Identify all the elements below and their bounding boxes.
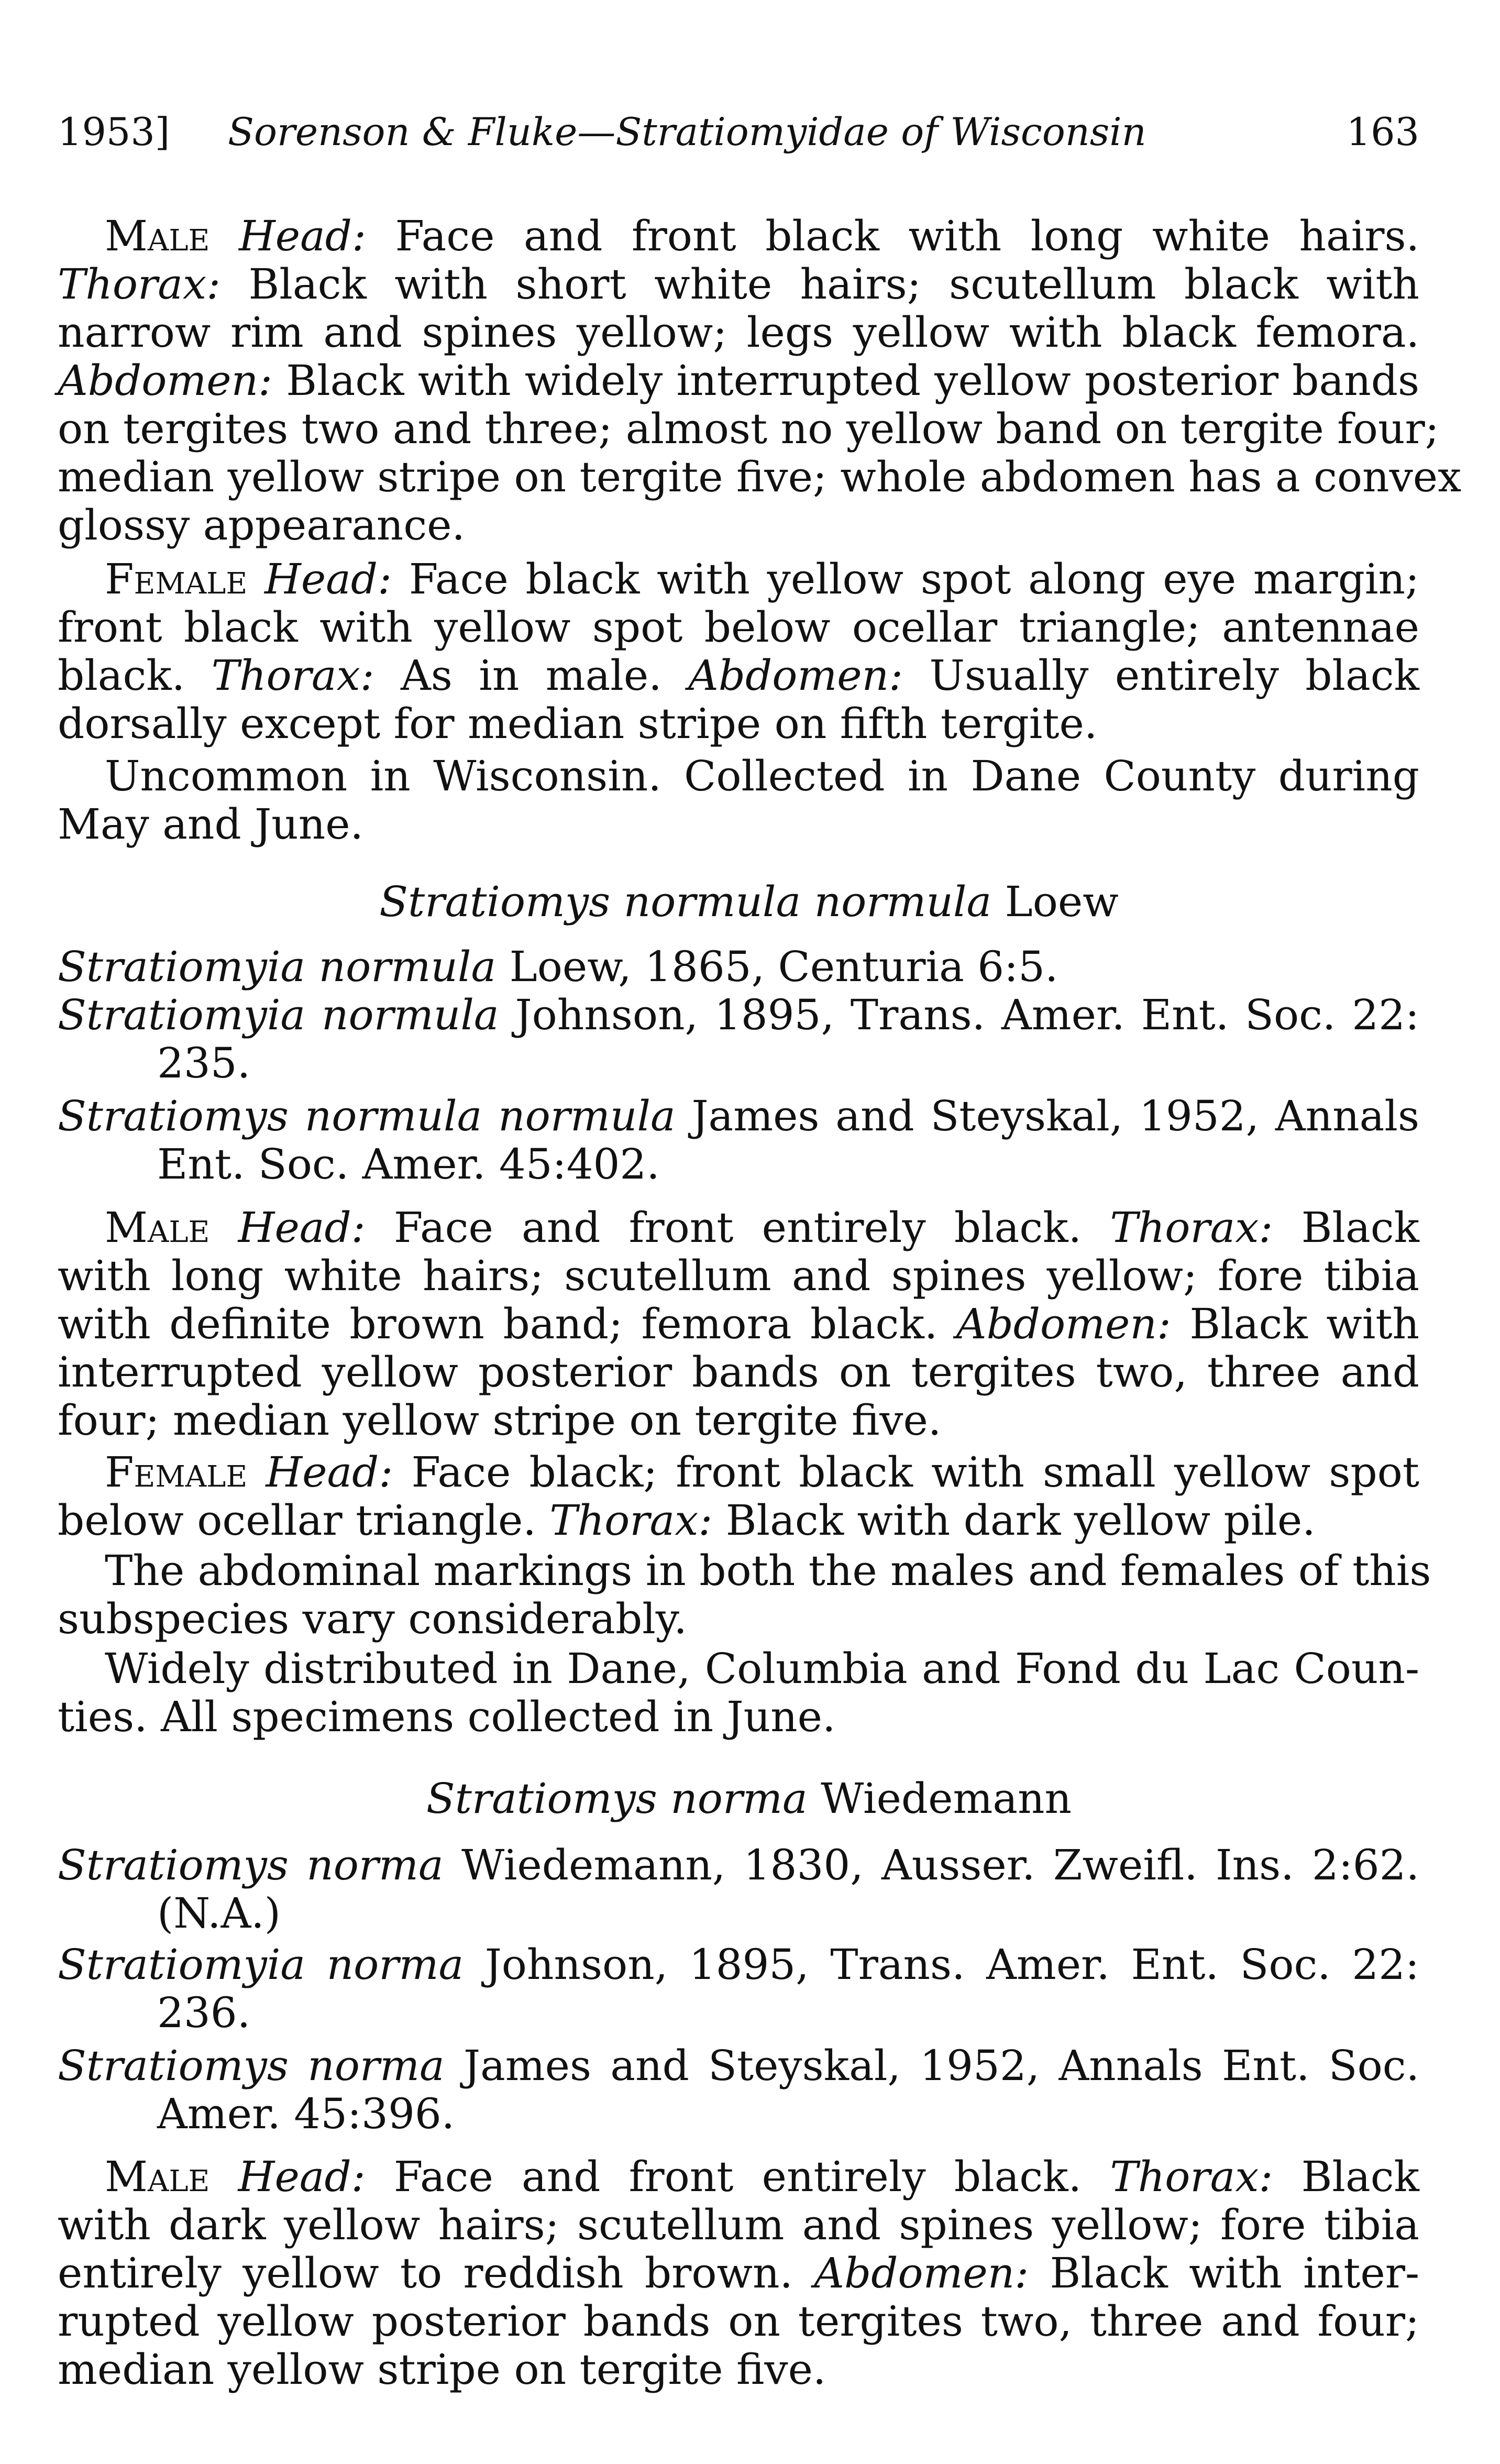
s3-synonym-3 [58, 2042, 1419, 2092]
s3-male-line-3 [58, 2249, 1419, 2300]
s3-synonym-2 [58, 1941, 1419, 1991]
term: Head: [238, 2152, 366, 2201]
citation: Wiedemann, 1830, Ausser. Zweifl. Ins. 2:62. [443, 1841, 1420, 1889]
sex-label-male: Male [105, 212, 210, 260]
citation: Amer. 45:396. [157, 2089, 455, 2138]
s2-synonym-3-cont [157, 1140, 1419, 1191]
text: Face black; front black with small yellow spot [393, 1448, 1419, 1497]
citation: Johnson, 1895, Trans. Amer. Ent. Soc. 22: [464, 1940, 1419, 1989]
species-name: Stratiomys normula normula [379, 877, 992, 926]
s3-male-line-1 [105, 2153, 1419, 2203]
text: The abdominal markings in both the males and females of this [105, 1546, 1431, 1595]
term: Abdomen: [58, 356, 273, 405]
running-header [58, 110, 1419, 162]
term: Thorax: [211, 651, 374, 700]
text: subspecies vary considerably. [58, 1594, 687, 1643]
s1-female-line-4 [58, 700, 1419, 750]
s1-female-line-3 [58, 652, 1419, 702]
text: four; median yellow stripe on tergite five. [58, 1396, 942, 1445]
term: Head: [266, 1448, 393, 1497]
term: Head: [238, 1203, 366, 1252]
citation: 235. [157, 1039, 251, 1087]
text: Black with widely interrupted yellow posterior bands [272, 356, 1419, 405]
citation: (N.A.) [157, 1889, 281, 1938]
s1-male-line-6 [58, 453, 1462, 503]
synonym-name: Stratiomyia normula [58, 942, 497, 991]
page-number: 163 [1346, 110, 1419, 155]
text: with definite brown band; femora black. [58, 1300, 956, 1348]
running-title: Sorenson & Fluke—Stratiomyidae of Wisconsin [228, 110, 1146, 155]
synonym-name: Stratiomys normula normula [58, 1092, 676, 1140]
text: Usually entirely black [903, 651, 1419, 700]
text: As in male. [374, 651, 689, 700]
text: Uncommon in Wisconsin. Collected in Dane County during [105, 752, 1419, 800]
s1-male-line-3 [58, 309, 1419, 359]
term: Abdomen: [814, 2249, 1029, 2297]
sex-label-male: Male [105, 2152, 210, 2201]
synonym-name: Stratiomys norma [58, 1841, 444, 1889]
text: rupted yellow posterior bands on tergites two, three and four; [58, 2297, 1419, 2346]
text: interrupted yellow posterior bands on tergites two, three and [58, 1348, 1419, 1396]
text: Black [1273, 2152, 1419, 2201]
text: Face and front black with long white hairs. [366, 212, 1420, 260]
s2-male-line-2 [58, 1252, 1419, 1302]
term: Thorax: [1110, 2152, 1273, 2201]
text: Widely distributed in Dane, Columbia and Fond du Lac Coun- [105, 1644, 1419, 1693]
term: Head: [238, 212, 366, 260]
text: Face and front entirely black. [365, 2152, 1110, 2201]
term: Thorax: [549, 1496, 713, 1545]
s2-female-line-1 [105, 1448, 1419, 1499]
text: Black with short white hairs; scutellum black with [220, 260, 1419, 309]
s3-synonym-1 [58, 1841, 1419, 1891]
s2-male-line-1 [105, 1204, 1419, 1254]
s2-species-title [314, 878, 1184, 928]
species-name: Stratiomys norma [426, 1774, 808, 1823]
s2-synonym-2 [58, 991, 1419, 1041]
s2-male-line-3 [58, 1300, 1419, 1350]
text: Face and front entirely black. [365, 1203, 1110, 1252]
text: with dark yellow hairs; scutellum and spines yellow; fore tibia [58, 2201, 1419, 2249]
text: Black with [1171, 1300, 1419, 1348]
citation: James and Steyskal, 1952, Annals Ent. Soc. [444, 2041, 1420, 2090]
text: ties. All specimens collected in June. [58, 1692, 836, 1741]
s1-female-line-1 [105, 555, 1419, 606]
s1-male-line-2 [58, 260, 1419, 311]
text: front black with yellow spot below ocellar triangle; antennae [58, 603, 1419, 652]
citation: Loew, 1865, Centuria 6:5. [496, 942, 1058, 991]
text: black. [58, 651, 212, 700]
s2-female-line-2 [58, 1497, 1419, 1547]
s1-male-line-4 [58, 357, 1419, 407]
sex-label-female: Female [105, 1448, 248, 1497]
s2-range-line-2 [58, 1693, 1419, 1743]
term: Abdomen: [956, 1300, 1171, 1348]
text: Black with inter- [1029, 2249, 1420, 2297]
citation: 236. [157, 1988, 251, 2037]
text: Black with dark yellow pile. [712, 1496, 1316, 1545]
text: median yellow stripe on tergite five. [58, 2345, 826, 2394]
sex-label-male: Male [105, 1203, 210, 1252]
s2-note-line-2 [58, 1595, 1419, 1645]
term: Abdomen: [688, 651, 903, 700]
text: narrow rim and spines yellow; legs yellow with black femora. [58, 308, 1419, 357]
text: with long white hairs; scutellum and spines yellow; fore tibia [58, 1251, 1419, 1300]
s2-note-line-1 [105, 1546, 1431, 1597]
s2-range-line-1 [105, 1645, 1419, 1695]
s3-male-line-5 [58, 2346, 1419, 2396]
s3-synonym-3-cont [157, 2090, 1419, 2140]
text: Black [1273, 1203, 1419, 1252]
synonym-name: Stratiomys norma [58, 2041, 445, 2090]
text: glossy appearance. [58, 501, 465, 549]
s2-synonym-1 [58, 943, 1419, 993]
author: Wiedemann [807, 1774, 1072, 1823]
term: Thorax: [58, 260, 221, 309]
citation: Johnson, 1895, Trans. Amer. Ent. Soc. 22: [499, 991, 1419, 1039]
text: median yellow stripe on tergite five; whole abdomen has a convex [58, 453, 1462, 501]
synonym-name: Stratiomyia norma [58, 1940, 464, 1989]
text: entirely yellow to reddish brown. [58, 2249, 814, 2297]
s1-range-line-1 [105, 752, 1419, 802]
s3-species-title [314, 1775, 1184, 1825]
citation: James and Steyskal, 1952, Annals [675, 1092, 1419, 1140]
text: dorsally except for median stripe on fifth tergite. [58, 699, 1098, 748]
s2-male-line-4 [58, 1348, 1419, 1399]
s2-male-line-5 [58, 1396, 1419, 1447]
synonym-name: Stratiomyia normula [58, 991, 499, 1039]
term: Thorax: [1110, 1203, 1273, 1252]
author: Loew [991, 877, 1119, 926]
s1-male-line-5 [58, 404, 1439, 455]
citation: Ent. Soc. Amer. 45:402. [157, 1140, 660, 1189]
s3-synonym-2-cont [157, 1989, 1419, 2039]
sex-label-female: Female [105, 555, 248, 603]
term: Head: [264, 555, 392, 603]
text: May and June. [58, 800, 363, 849]
text: Face black with yellow spot along eye margin; [392, 555, 1419, 603]
s1-female-line-2 [58, 603, 1419, 654]
s3-synonym-1-cont [157, 1889, 1419, 1940]
s3-male-line-4 [58, 2297, 1419, 2348]
s1-male-line-1 [105, 212, 1419, 262]
volume-year: 1953] [58, 110, 170, 155]
s3-male-line-2 [58, 2201, 1419, 2251]
s1-range-line-2 [58, 800, 1419, 851]
text: on tergites two and three; almost no yellow band on tergite four; [58, 404, 1439, 453]
s2-synonym-3 [58, 1092, 1419, 1142]
text: below ocellar triangle. [58, 1496, 550, 1545]
s1-male-line-7 [58, 501, 1419, 552]
s2-synonym-2-cont [157, 1039, 1419, 1090]
